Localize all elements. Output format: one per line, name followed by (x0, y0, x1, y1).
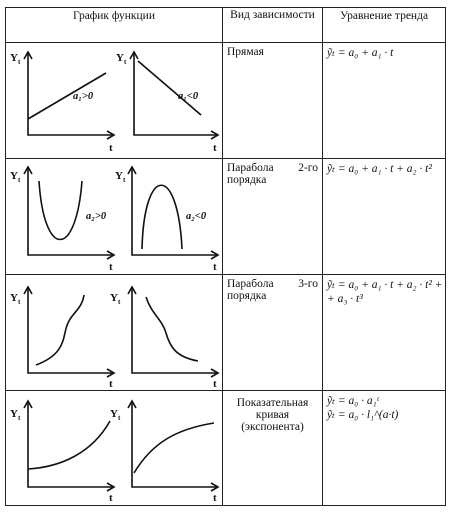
plot-linear-increasing (10, 52, 114, 154)
plot-linear-decreasing (116, 52, 218, 154)
cubic-curve-falling (146, 297, 198, 361)
cubic-curve-rising (36, 295, 84, 365)
condition-label: a₂>0 (86, 211, 107, 222)
axes (28, 287, 114, 373)
type-exponential: Показательная кривая (экспонента) (223, 391, 323, 506)
graph-cell-exponential (6, 391, 223, 506)
condition-label: a₁<0 (178, 91, 199, 102)
table-row (6, 391, 446, 506)
equation-linear (323, 43, 446, 159)
equation-line: ỹₜ = a₀ · a₁ᵗ (327, 395, 379, 407)
x-axis-label: t (109, 492, 113, 504)
trend-table (5, 7, 446, 506)
graph-cell-parabola2 (6, 159, 223, 275)
condition-label: a₂<0 (186, 211, 207, 222)
graph-parabola2 (6, 159, 223, 274)
y-axis-label: $Y_t$ (110, 408, 121, 422)
equation-line: + a₃ · t³ (327, 293, 363, 305)
condition-label: a₁>0 (73, 91, 94, 102)
axes (132, 401, 218, 487)
table-row (6, 43, 446, 159)
equation-exponential (323, 391, 446, 506)
trend-table-document (5, 7, 445, 505)
equation-parabola3 (323, 275, 446, 391)
table-header-row (6, 8, 446, 43)
plot-cubic-increasing (10, 287, 114, 390)
plot-parabola-up (10, 167, 114, 273)
x-axis-label: t (213, 261, 217, 273)
x-axis-label: t (213, 492, 217, 504)
line-rising (28, 73, 106, 119)
equation-parabola2 (323, 159, 446, 275)
plot-parabola-down (115, 167, 218, 273)
exponential-curve-concave (134, 423, 214, 473)
y-axis-label: $Y_t$ (10, 292, 21, 306)
plot-exponential-convex (10, 401, 114, 504)
y-axis-label: $Y_t$ (115, 170, 126, 184)
y-axis-label: $Y_t$ (10, 52, 21, 66)
graph-linear (6, 43, 223, 158)
axes (132, 287, 218, 373)
type-parabola2: Парабола 2-го порядка (223, 159, 323, 275)
y-axis-label: $Y_t$ (10, 170, 21, 184)
table-row (6, 159, 446, 275)
equation-line: ỹₜ = a₀ · l₁^(a·t) (327, 409, 399, 421)
axes (28, 401, 114, 487)
plot-exponential-concave (110, 401, 218, 504)
header-graph: График функции (6, 8, 223, 43)
graph-cell-parabola3 (6, 275, 223, 391)
plot-cubic-decreasing (110, 287, 218, 390)
type-parabola3: Парабола 3-го порядка (223, 275, 323, 391)
x-axis-label: t (213, 142, 217, 154)
table-row (6, 275, 446, 391)
exponential-curve-convex (28, 421, 110, 469)
graph-parabola3 (6, 275, 223, 390)
graph-exponential (6, 391, 223, 505)
line-falling (138, 61, 201, 115)
equation-line: ỹₜ = a₀ + a₁ · t + a₂ · t² (327, 163, 432, 175)
type-linear: Прямая (223, 43, 323, 159)
y-axis-label: $Y_t$ (110, 292, 121, 306)
x-axis-label: t (109, 261, 113, 273)
y-axis-label: $Y_t$ (10, 408, 21, 422)
equation-line: ỹₜ = a₀ + a₁ · t (327, 47, 394, 59)
x-axis-label: t (213, 378, 217, 390)
header-type: Вид зависимости (223, 8, 323, 43)
parabola-up-curve (39, 181, 82, 240)
equation-line: ỹₜ = a₀ + a₁ · t + a₂ · t² + (327, 279, 443, 291)
parabola-down-curve (142, 185, 182, 249)
y-axis-label: $Y_t$ (116, 52, 127, 66)
x-axis-label: t (109, 378, 113, 390)
graph-cell-linear (6, 43, 223, 159)
header-equation: Уравнение тренда (323, 8, 446, 43)
x-axis-label: t (109, 142, 113, 154)
